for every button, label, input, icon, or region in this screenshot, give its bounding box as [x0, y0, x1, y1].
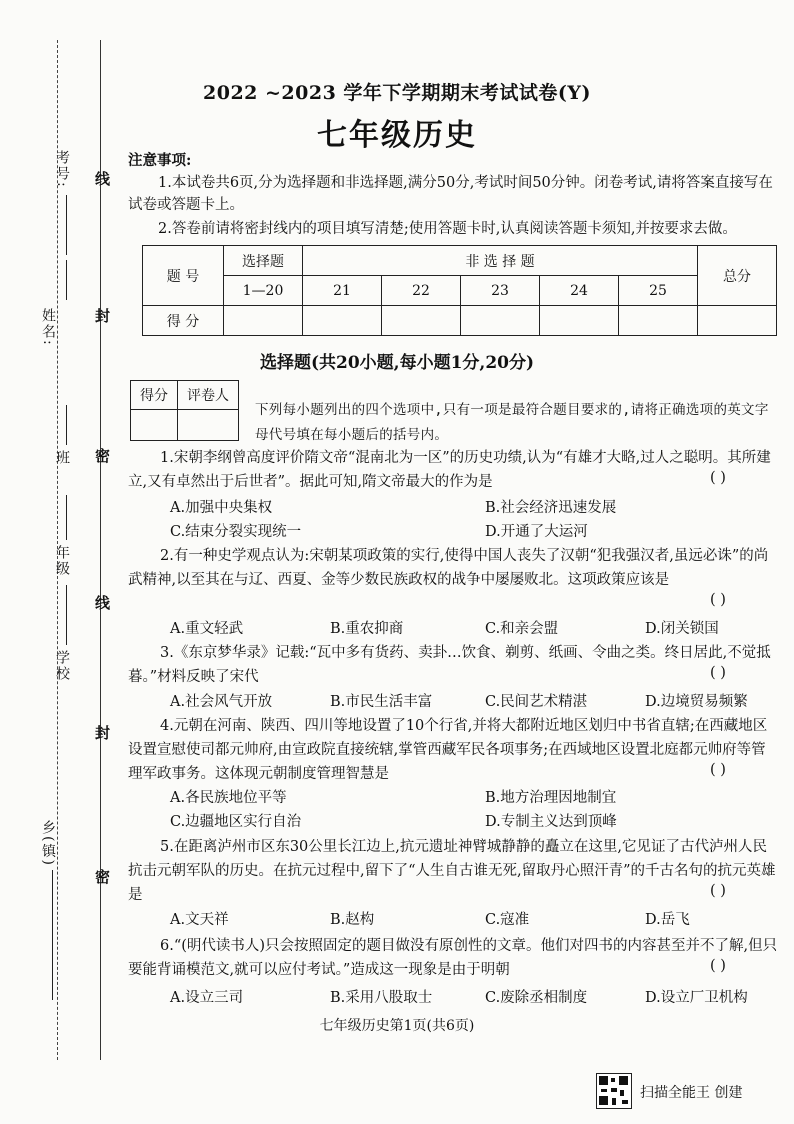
option-5d: D.岳飞	[645, 912, 690, 928]
option-5b: B.赵构	[330, 912, 375, 928]
score-cell[interactable]	[619, 306, 698, 336]
ban-blank	[66, 405, 67, 445]
answer-paren-4[interactable]: ( )	[710, 762, 726, 778]
question-number: 24	[540, 276, 619, 306]
option-6d: D.设立厂卫机构	[645, 990, 748, 1006]
exam-title: 2022 ~2023 学年下学期期末考试试卷(Y)	[203, 82, 591, 104]
notice-item-1: 1.本试卷共6页,分为选择题和非选择题,满分50分,考试时间50分钟。闭卷考试,请将答案直接写在试卷或答题卡上。	[128, 175, 773, 213]
answer-paren-1[interactable]: ( )	[710, 470, 726, 486]
grader-name-cell[interactable]	[178, 410, 239, 441]
question-number: 21	[303, 276, 382, 306]
grader-name-header: 评卷人	[178, 381, 239, 410]
xuexiao-label: 学校	[54, 650, 70, 682]
seal-mark: 线	[95, 170, 111, 188]
xuexiao-blank	[66, 585, 67, 645]
kaohao-blank	[66, 195, 67, 255]
section-title: 选择题(共20小题,每小题1分,20分)	[259, 353, 535, 373]
grader-score-header: 得分	[131, 381, 178, 410]
question-stem-6: 6.“(明代读书人)只会按照固定的题目做没有原创性的文章。他们对四书的内容甚至并不了解,但只要能背诵模范文,就可以应付考试。”造成这一现象是由于明朝	[128, 938, 778, 978]
xingming-blank	[66, 260, 67, 300]
notice-item-2: 2.答卷前请将密封线内的项目填写清楚;使用答题卡时,认真阅读答题卡须知,并按要求去做。	[158, 221, 737, 237]
option-3a: A.社会风气开放	[170, 694, 273, 710]
seal-mark: 密	[95, 868, 111, 886]
question-stem-3: 3.《东京梦华录》记载:“瓦中多有货药、卖卦…饮食、剃剪、纸画、令曲之类。终日居此,不觉抵暮。”材料反映了宋代	[128, 645, 771, 685]
answer-paren-6[interactable]: ( )	[710, 958, 726, 974]
option-5a: A.文天祥	[170, 912, 229, 928]
question-number: 25	[619, 276, 698, 306]
answer-paren-3[interactable]: ( )	[710, 665, 726, 681]
score-cell[interactable]	[461, 306, 540, 336]
option-6a: A.设立三司	[170, 990, 244, 1006]
question-stem-5: 5.在距离泸州市区东30公里长江边上,抗元遗址神臂城静静的矗立在这里,它见证了古代泸州人民抗击元朝军队的历史。在抗元过程中,留下了“人生自古谁无死,留取丹心照汗青”的千古名句的抗元英雄是	[128, 839, 776, 903]
nonchoice-header: 非 选 择 题	[303, 246, 698, 276]
option-2a: A.重文轻武	[170, 621, 244, 637]
grader-table	[130, 380, 239, 441]
choice-header: 选择题	[224, 246, 303, 276]
exam-subject: 七年级历史	[317, 118, 477, 153]
answer-paren-5[interactable]: ( )	[710, 883, 726, 899]
xingming-label: 姓名:	[40, 308, 56, 347]
option-1c: C.结束分裂实现统一	[170, 524, 302, 540]
score-cell[interactable]	[540, 306, 619, 336]
score-cell[interactable]	[303, 306, 382, 336]
qr-code-icon	[596, 1073, 632, 1109]
option-4a: A.各民族地位平等	[170, 790, 287, 806]
seal-mark: 线	[95, 594, 111, 612]
option-3d: D.边境贸易频繁	[645, 694, 748, 710]
option-4c: C.边疆地区实行自治	[170, 814, 302, 830]
score-cell[interactable]	[698, 306, 777, 336]
option-5c: C.寇准	[485, 912, 530, 928]
grader-score-cell[interactable]	[131, 410, 178, 441]
notice-heading: 注意事项:	[128, 152, 192, 169]
option-3b: B.市民生活丰富	[330, 694, 433, 710]
score-row-label: 得 分	[143, 306, 224, 336]
option-2c: C.和亲会盟	[485, 621, 559, 637]
option-1d: D.开通了大运河	[485, 524, 588, 540]
question-stem-2: 2.有一种史学观点认为:宋朝某项政策的实行,使得中国人丧失了汉朝“犯我强汉者,虽远必诛”的尚武精神,以至其在与辽、西夏、金等少数民族政权的战争中屡屡败北。这项政策应该是	[128, 548, 769, 588]
option-1b: B.社会经济迅速发展	[485, 500, 617, 516]
kaohao-label: 考号:	[54, 150, 70, 189]
option-4d: D.专制主义达到顶峰	[485, 814, 617, 830]
score-cell[interactable]	[224, 306, 303, 336]
ban-label: 班	[54, 450, 70, 466]
nianji-blank	[66, 495, 67, 540]
question-number: 22	[382, 276, 461, 306]
xiangzhen-label: 乡(镇)	[40, 820, 56, 867]
question-header: 题 号	[143, 246, 224, 306]
option-2b: B.重农抑商	[330, 621, 404, 637]
total-header: 总分	[698, 246, 777, 306]
question-stem-1: 1.宋朝李纲曾高度评价隋文帝“混南北为一区”的历史功绩,认为“有雄才大略,过人之聪明。其所建立,又有卓然出于后世者”。据此可知,隋文帝最大的作为是	[128, 450, 771, 490]
question-number: 23	[461, 276, 540, 306]
binding-line-inner	[100, 40, 101, 1060]
scanner-watermark: 扫描全能王 创建	[640, 1085, 743, 1101]
option-3c: C.民间艺术精湛	[485, 694, 588, 710]
section-instruction: 下列每小题列出的四个选项中,只有一项是最符合题目要求的,请将正确选项的英文字母代号填在每小题后的括号内。	[255, 402, 769, 443]
seal-mark: 封	[95, 724, 111, 742]
seal-mark: 密	[95, 447, 111, 465]
option-6b: B.采用八股取士	[330, 990, 433, 1006]
option-6c: C.废除丞相制度	[485, 990, 588, 1006]
choice-range: 1—20	[224, 276, 303, 306]
option-1a: A.加强中央集权	[170, 500, 273, 516]
option-2d: D.闭关锁国	[645, 621, 719, 637]
nianji-label: 年级	[54, 545, 70, 577]
option-4b: B.地方治理因地制宜	[485, 790, 617, 806]
seal-mark: 封	[95, 307, 111, 325]
question-stem-4: 4.元朝在河南、陕西、四川等地设置了10个行省,并将大都附近地区划归中书省直辖;在西藏地区设置宣慰使司都元帅府,由宣政院直接统辖,掌管西藏军民各项事务;在西域地区设置北庭都元帅府等管理军政事务。这体现元朝制度管理智慧是	[128, 718, 768, 782]
score-table	[142, 245, 777, 336]
score-cell[interactable]	[382, 306, 461, 336]
xiangzhen-blank	[52, 870, 53, 1000]
answer-paren-2[interactable]: ( )	[710, 592, 726, 608]
page-footer: 七年级历史第1页(共6页)	[319, 1018, 475, 1034]
